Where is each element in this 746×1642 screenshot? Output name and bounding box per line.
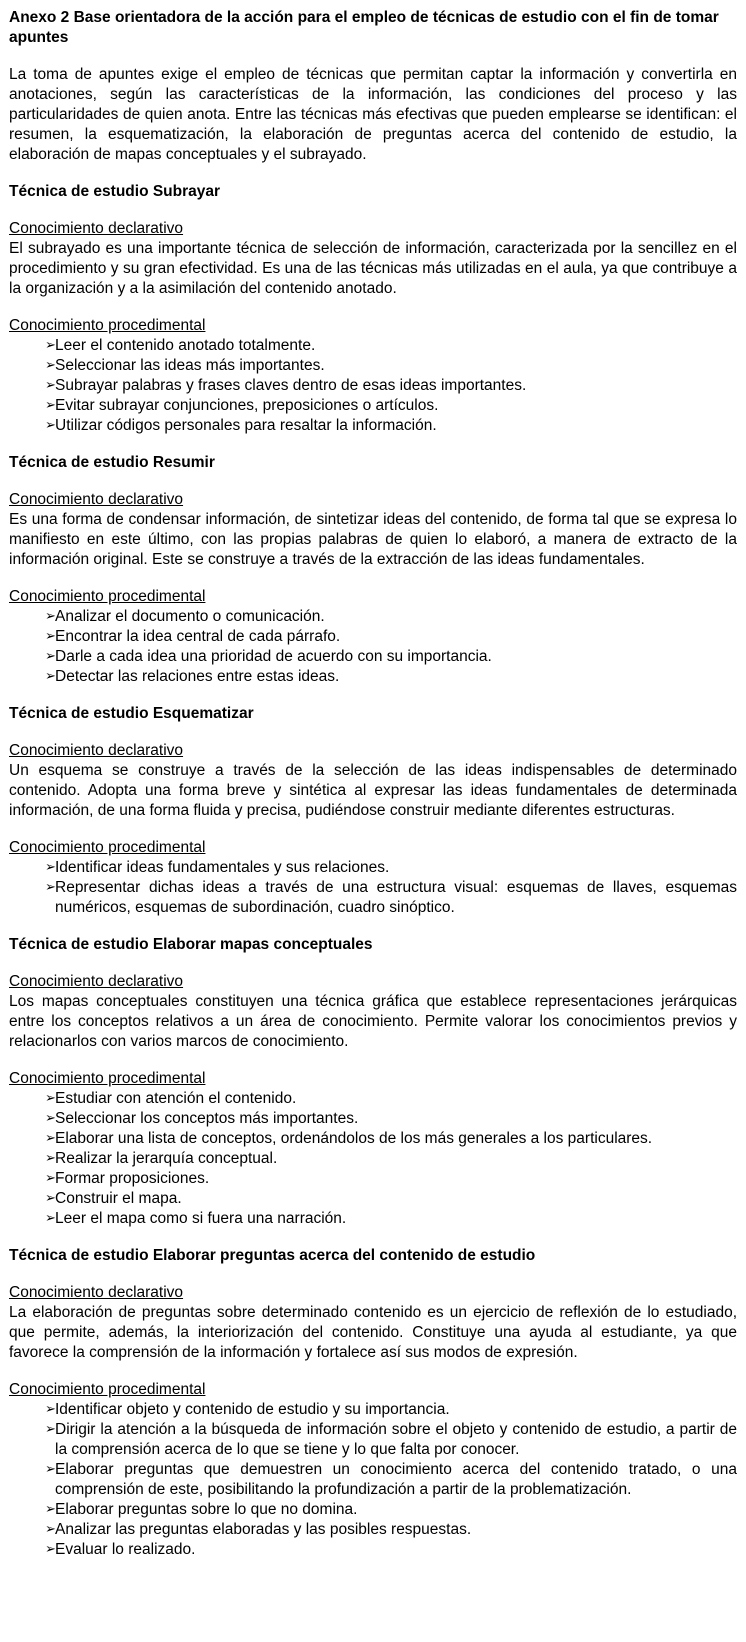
procedural-step-item xyxy=(9,396,737,416)
procedural-step-text: Darle a cada idea una prioridad de acuerdo con su importancia. xyxy=(55,648,492,665)
intro-paragraph: La toma de apuntes exige el empleo de técnicas que permitan captar la información y convertirla en anotaciones, según las características de la información, las condiciones del proceso y las particularidades de quien anota. Entre las técnicas más efectivas que pueden emplearse se identifican: el resumen, la esquematización, la elaboración de preguntas acerca del contenido de estudio, la elaboración de mapas conceptuales y el subrayado. xyxy=(9,66,737,163)
arrow-bullet-icon: ➢ xyxy=(45,860,56,875)
procedural-step-text: Estudiar con atención el contenido. xyxy=(55,1090,297,1107)
arrow-bullet-icon: ➢ xyxy=(45,880,56,895)
procedural-step-item xyxy=(9,647,737,667)
procedural-step-text: Leer el contenido anotado totalmente. xyxy=(55,337,316,354)
procedural-step-item xyxy=(9,627,737,647)
procedural-step-text: Subrayar palabras y frases claves dentro de esas ideas importantes. xyxy=(55,377,527,394)
section-elaborar-preguntas xyxy=(9,1246,737,1560)
declarative-heading: Conocimiento declarativo xyxy=(9,491,184,508)
procedural-step-item xyxy=(9,1420,737,1460)
procedural-heading: Conocimiento procedimental xyxy=(9,588,206,605)
procedural-step-text: Elaborar preguntas sobre lo que no domina. xyxy=(55,1501,358,1518)
arrow-bullet-icon: ➢ xyxy=(45,1131,56,1146)
arrow-bullet-icon: ➢ xyxy=(45,1462,56,1477)
procedural-step-item xyxy=(9,1400,737,1420)
procedural-steps-list xyxy=(9,1089,737,1229)
procedural-step-text: Detectar las relaciones entre estas ideas. xyxy=(55,668,340,685)
arrow-bullet-icon: ➢ xyxy=(45,398,56,413)
procedural-step-item xyxy=(9,1089,737,1109)
procedural-step-item xyxy=(9,1520,737,1540)
arrow-bullet-icon: ➢ xyxy=(45,609,56,624)
arrow-bullet-icon: ➢ xyxy=(45,1402,56,1417)
procedural-step-text: Utilizar códigos personales para resaltar la información. xyxy=(55,417,437,434)
procedural-heading: Conocimiento procedimental xyxy=(9,1070,206,1087)
procedural-step-text: Identificar objeto y contenido de estudio y su importancia. xyxy=(55,1401,450,1418)
arrow-bullet-icon: ➢ xyxy=(45,1191,56,1206)
section-subrayar xyxy=(9,182,737,436)
procedural-step-text: Elaborar preguntas que demuestren un conocimiento acerca del contenido tratado, o una comprensión de este, posibilitando la profundización a partir de la problematización. xyxy=(55,1461,737,1498)
arrow-bullet-icon: ➢ xyxy=(45,1211,56,1226)
procedural-step-text: Leer el mapa como si fuera una narración. xyxy=(55,1210,347,1227)
declarative-heading: Conocimiento declarativo xyxy=(9,1284,184,1301)
arrow-bullet-icon: ➢ xyxy=(45,649,56,664)
arrow-bullet-icon: ➢ xyxy=(45,1091,56,1106)
procedural-step-item xyxy=(9,1540,737,1560)
procedural-heading: Conocimiento procedimental xyxy=(9,839,206,856)
arrow-bullet-icon: ➢ xyxy=(45,338,56,353)
procedural-steps-list xyxy=(9,607,737,687)
arrow-bullet-icon: ➢ xyxy=(45,629,56,644)
procedural-step-text: Dirigir la atención a la búsqueda de información sobre el objeto y contenido de estudio, a partir de la comprensión acerca de lo que se tiene y lo que falta por conocer. xyxy=(55,1421,737,1458)
procedural-step-text: Elaborar una lista de conceptos, ordenándolos de los más generales a los particulares. xyxy=(55,1130,653,1147)
section-heading: Técnica de estudio Resumir xyxy=(9,454,215,471)
procedural-step-item xyxy=(9,356,737,376)
procedural-step-item xyxy=(9,667,737,687)
arrow-bullet-icon: ➢ xyxy=(45,1171,56,1186)
procedural-step-text: Realizar la jerarquía conceptual. xyxy=(55,1150,278,1167)
declarative-text: La elaboración de preguntas sobre determinado contenido es un ejercicio de reflexión de lo estudiado, que permite, además, la interiorización del contenido. Constituye una ayuda al estudiante, ya que favorece la comprensión de la información y fortalece así sus modos de expresión. xyxy=(9,1304,737,1361)
arrow-bullet-icon: ➢ xyxy=(45,418,56,433)
procedural-step-text: Evitar subrayar conjunciones, preposiciones o artículos. xyxy=(55,397,439,414)
procedural-step-text: Analizar las preguntas elaboradas y las posibles respuestas. xyxy=(55,1521,472,1538)
procedural-heading: Conocimiento procedimental xyxy=(9,317,206,334)
procedural-step-item xyxy=(9,858,737,878)
arrow-bullet-icon: ➢ xyxy=(45,378,56,393)
procedural-step-text: Formar proposiciones. xyxy=(55,1170,210,1187)
declarative-text: Es una forma de condensar información, de sintetizar ideas del contenido, de forma tal que se expresa lo manifiesto en este último, con las propias palabras de quien lo elaboró, a manera de extracto de la información original. Este se construye a través de la extracción de las ideas fundamentales. xyxy=(9,511,737,568)
procedural-step-item xyxy=(9,376,737,396)
procedural-step-item xyxy=(9,1209,737,1229)
procedural-step-item xyxy=(9,878,737,918)
declarative-text: Los mapas conceptuales constituyen una técnica gráfica que establece representaciones jerárquicas entre los conceptos relativos a un área de conocimiento. Permite valorar los conocimientos previos y relacionarlos con varios marcos de conocimiento. xyxy=(9,993,737,1050)
section-heading: Técnica de estudio Subrayar xyxy=(9,183,221,200)
procedural-step-item xyxy=(9,607,737,627)
arrow-bullet-icon: ➢ xyxy=(45,1422,56,1437)
arrow-bullet-icon: ➢ xyxy=(45,358,56,373)
arrow-bullet-icon: ➢ xyxy=(45,1151,56,1166)
procedural-step-item xyxy=(9,1169,737,1189)
procedural-step-item xyxy=(9,1189,737,1209)
arrow-bullet-icon: ➢ xyxy=(45,1522,56,1537)
procedural-step-item xyxy=(9,1500,737,1520)
procedural-heading: Conocimiento procedimental xyxy=(9,1381,206,1398)
declarative-text: Un esquema se construye a través de la selección de las ideas indispensables de determinado contenido. Adopta una forma breve y sintética al expresar las ideas fundamentales de determinada información, de una forma fluida y precisa, pudiéndose construir mediante diferentes estructuras. xyxy=(9,762,737,819)
section-heading: Técnica de estudio Elaborar mapas conceptuales xyxy=(9,936,373,953)
procedural-step-text: Analizar el documento o comunicación. xyxy=(55,608,325,625)
arrow-bullet-icon: ➢ xyxy=(45,669,56,684)
procedural-step-text: Seleccionar las ideas más importantes. xyxy=(55,357,325,374)
procedural-step-text: Evaluar lo realizado. xyxy=(55,1541,196,1558)
procedural-steps-list xyxy=(9,858,737,918)
declarative-heading: Conocimiento declarativo xyxy=(9,742,184,759)
procedural-step-text: Seleccionar los conceptos más importantes. xyxy=(55,1110,359,1127)
declarative-text: El subrayado es una importante técnica de selección de información, caracterizada por la sencillez en el procedimiento y su gran efectividad. Es una de las técnicas más utilizadas en el aula, ya que contribuye a la organización y a la asimilación del contenido anotado. xyxy=(9,240,737,297)
procedural-step-item xyxy=(9,416,737,436)
section-resumir xyxy=(9,453,737,687)
procedural-step-text: Construir el mapa. xyxy=(55,1190,182,1207)
procedural-step-item xyxy=(9,1149,737,1169)
procedural-step-text: Representar dichas ideas a través de una estructura visual: esquemas de llaves, esquemas numéricos, esquemas de subordinación, cuadro sinóptico. xyxy=(55,879,737,916)
procedural-step-text: Identificar ideas fundamentales y sus relaciones. xyxy=(55,859,390,876)
section-heading: Técnica de estudio Esquematizar xyxy=(9,705,254,722)
procedural-steps-list xyxy=(9,336,737,436)
section-mapas-conceptuales xyxy=(9,935,737,1229)
arrow-bullet-icon: ➢ xyxy=(45,1111,56,1126)
declarative-heading: Conocimiento declarativo xyxy=(9,220,184,237)
procedural-step-item xyxy=(9,336,737,356)
declarative-heading: Conocimiento declarativo xyxy=(9,973,184,990)
arrow-bullet-icon: ➢ xyxy=(45,1542,56,1557)
procedural-step-item xyxy=(9,1460,737,1500)
arrow-bullet-icon: ➢ xyxy=(45,1502,56,1517)
section-esquematizar xyxy=(9,704,737,918)
section-heading: Técnica de estudio Elaborar preguntas acerca del contenido de estudio xyxy=(9,1247,536,1264)
procedural-step-text: Encontrar la idea central de cada párrafo. xyxy=(55,628,341,645)
procedural-steps-list xyxy=(9,1400,737,1560)
document-title: Anexo 2 Base orientadora de la acción para el empleo de técnicas de estudio con el fin de tomar apuntes xyxy=(9,9,719,46)
procedural-step-item xyxy=(9,1129,737,1149)
procedural-step-item xyxy=(9,1109,737,1129)
